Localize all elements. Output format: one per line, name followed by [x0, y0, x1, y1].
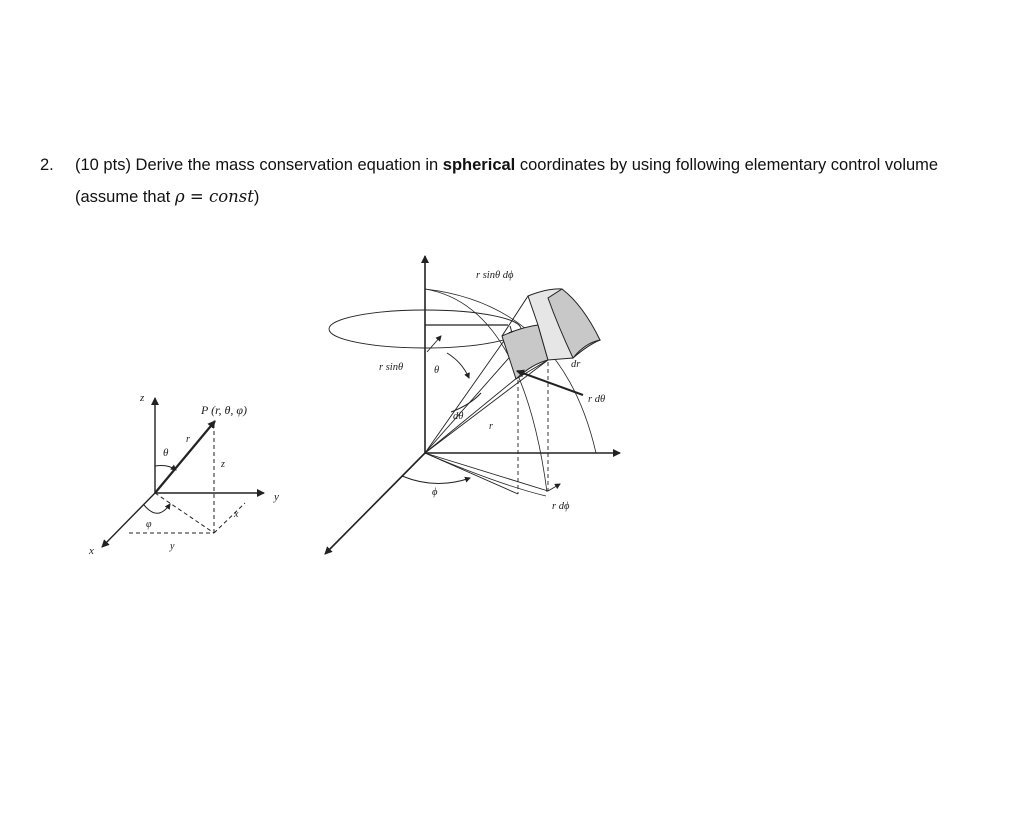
radial-line-3 — [425, 377, 518, 453]
question-text-end: coordinates by using following elementary control volume (assume that — [75, 156, 939, 206]
theta-arc — [155, 466, 176, 471]
phi-label-right: ϕ — [432, 487, 438, 498]
question-points: (10 pts) — [75, 156, 131, 174]
x-projection-line — [214, 503, 245, 533]
z-axis-label: z — [140, 392, 145, 404]
x-projection-label: x — [234, 509, 239, 520]
rsin-dphi-label: r sinθ dϕ — [476, 270, 514, 281]
rdtheta-arrow — [517, 371, 583, 395]
equals-sign: = — [189, 187, 204, 206]
question-number: 2. — [40, 156, 54, 174]
theta-angle-arc — [447, 353, 469, 378]
r-label-right: r — [489, 421, 493, 432]
r-label: r — [186, 434, 190, 445]
phi-label: φ — [146, 519, 152, 530]
theta-label-right: θ — [434, 365, 440, 376]
radial-line-1 — [425, 335, 508, 453]
xy-projection-line — [155, 493, 214, 533]
const-value: const — [209, 187, 254, 206]
density-symbol: ρ — [174, 187, 185, 206]
right-control-volume-diagram — [325, 256, 620, 554]
question-text-start: Derive the mass conservation equation in — [135, 156, 439, 174]
cv-x-axis — [325, 453, 425, 554]
dtheta-label: dθ — [453, 411, 464, 422]
left-coordinate-diagram — [88, 392, 279, 557]
rsin-label: r sinθ — [379, 362, 404, 373]
equator-arc — [425, 453, 546, 496]
phi-angle-arc — [402, 476, 470, 484]
dr-label: dr — [571, 359, 581, 370]
rdphi-pointer — [548, 484, 560, 491]
y-projection-label: y — [170, 541, 175, 552]
y-axis-label: y — [274, 491, 279, 503]
radial-base-2 — [425, 453, 548, 491]
rdtheta-label: r dθ — [588, 394, 606, 405]
theta-label: θ — [163, 447, 169, 459]
x-axis-label: x — [89, 545, 94, 557]
z-projection-label: z — [221, 459, 225, 470]
closing-paren: ) — [253, 188, 260, 206]
rdphi-label: r dϕ — [552, 501, 570, 512]
radial-base-1 — [425, 453, 518, 494]
phi-arc — [144, 504, 170, 513]
point-label: P (r, θ, φ) — [201, 403, 247, 417]
question-bold-word: spherical — [442, 156, 516, 174]
rsin-theta-pointer — [427, 336, 441, 352]
